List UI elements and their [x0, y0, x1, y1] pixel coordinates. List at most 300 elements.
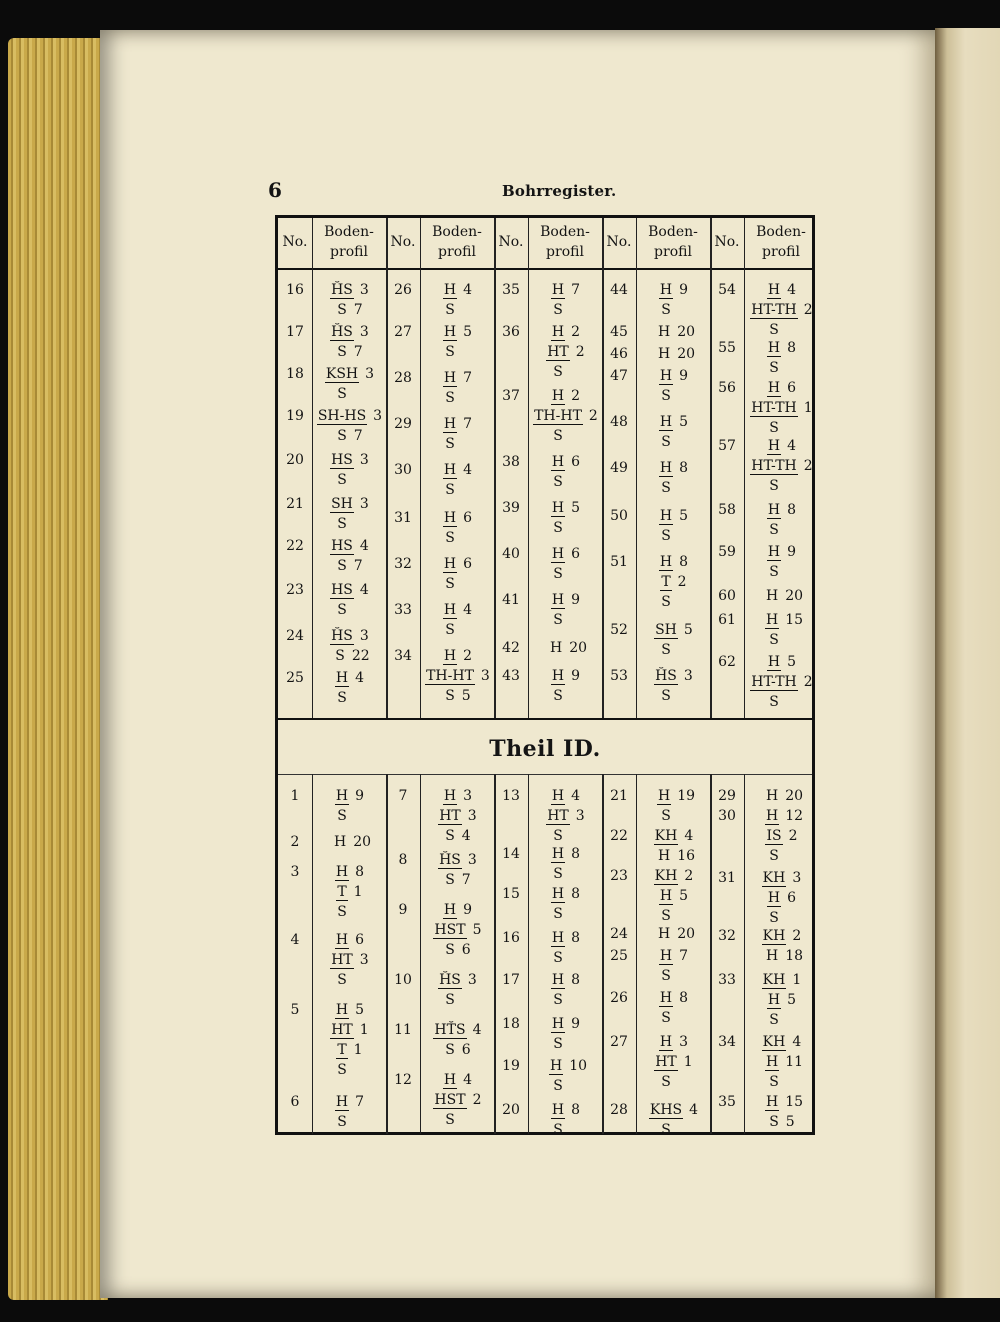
profile-layer [746, 970, 822, 990]
soil-code: S [553, 992, 563, 1008]
top-entry-number: 33 [394, 602, 412, 618]
profile-layer [314, 536, 390, 556]
top-entry-number: 17 [286, 324, 304, 340]
top-entry-number: 57 [718, 438, 736, 454]
soil-code: H [443, 282, 457, 298]
profile-layer [530, 564, 606, 584]
profile-layer [746, 908, 822, 928]
number-column-separator [744, 774, 745, 1134]
soil-code: H [659, 282, 673, 298]
top-entry-number: 36 [502, 324, 520, 340]
layer-depth: 3 [679, 1034, 689, 1050]
soil-code: S [661, 594, 671, 610]
bottom-soil-profile [530, 928, 606, 968]
profile-layer [746, 436, 822, 456]
top-soil-profile [638, 344, 714, 364]
top-soil-profile [314, 494, 390, 534]
section-top-rule [278, 718, 812, 720]
soil-code: S [445, 436, 455, 452]
soil-code: H̆S [331, 628, 353, 644]
soil-code: S [769, 694, 779, 710]
profile-layer [530, 1100, 606, 1120]
layer-depth: 8 [355, 864, 365, 880]
soil-code: S [337, 1062, 347, 1078]
layer-depth: 6 [787, 380, 797, 396]
profile-layer [638, 786, 714, 806]
profile-layer [422, 1090, 498, 1110]
bottom-soil-profile [314, 832, 390, 852]
layer-depth: 20 [677, 926, 696, 942]
layer-depth: 3 [467, 852, 477, 868]
soil-code: S [553, 302, 563, 318]
soil-code: S [769, 848, 779, 864]
bottom-entry-number: 3 [290, 864, 300, 880]
layer-depth: 8 [679, 554, 689, 570]
soil-code: S [769, 478, 779, 494]
number-column-separator [528, 774, 529, 1134]
profile-layer [638, 946, 714, 966]
soil-code: H [335, 864, 349, 880]
layer-depth: 3 [359, 496, 369, 512]
number-column-separator [312, 774, 313, 1134]
profile-layer [314, 600, 390, 620]
layer-depth: 5 [461, 688, 471, 704]
bottom-entry-number: 15 [502, 886, 520, 902]
layer-depth: 6 [571, 454, 581, 470]
bottom-entry-number: 18 [502, 1016, 520, 1032]
soil-code: IS [766, 828, 782, 844]
bottom-soil-profile [638, 1100, 714, 1140]
soil-code: S [337, 302, 347, 318]
bottom-entry-number: 10 [394, 972, 412, 988]
soil-code: S [445, 302, 455, 318]
layer-depth: 22 [351, 648, 370, 664]
layer-depth: 7 [353, 428, 363, 444]
top-soil-profile [422, 414, 498, 454]
soil-code: HT-TH [751, 302, 797, 318]
profile-layer [638, 344, 714, 364]
profile-layer [530, 342, 606, 362]
soil-code: H [659, 554, 673, 570]
bottom-soil-profile [314, 862, 390, 922]
profile-layer [746, 826, 822, 846]
top-entry-number: 47 [610, 368, 628, 384]
layer-depth: 2 [788, 828, 798, 844]
layer-depth: 5 [679, 888, 689, 904]
soil-code: HS [331, 538, 353, 554]
profile-layer [314, 364, 390, 384]
page-number: 6 [268, 178, 282, 202]
layer-depth: 2 [575, 344, 585, 360]
layer-depth: 9 [571, 592, 581, 608]
top-entry-number: 38 [502, 454, 520, 470]
bottom-entry-number: 33 [718, 972, 736, 988]
soil-code: KH [654, 868, 678, 884]
bottom-entry-number: 16 [502, 930, 520, 946]
profile-layer [422, 388, 498, 408]
top-soil-profile [638, 322, 714, 342]
soil-code: H [549, 1058, 563, 1074]
layer-depth: 5 [679, 414, 689, 430]
profile-layer [422, 600, 498, 620]
top-soil-profile [530, 544, 606, 584]
profile-layer [314, 950, 390, 970]
layer-depth: 9 [355, 788, 365, 804]
top-entry-number: 30 [394, 462, 412, 478]
soil-code: KH [654, 828, 678, 844]
soil-code: S [445, 482, 455, 498]
profile-layer [638, 886, 714, 906]
soil-code: TH-HT [534, 408, 582, 424]
profile-layer [314, 862, 390, 882]
layer-depth: 9 [787, 544, 797, 560]
layer-depth: 2 [588, 408, 598, 424]
layer-depth: 3 [359, 324, 369, 340]
top-soil-profile [314, 580, 390, 620]
layer-depth: 18 [785, 948, 804, 964]
layer-depth: 1 [353, 1042, 363, 1058]
top-entry-number: 34 [394, 648, 412, 664]
layer-depth: 15 [785, 612, 804, 628]
profile-layer [314, 494, 390, 514]
top-soil-profile [422, 554, 498, 594]
profile-layer [746, 542, 822, 562]
soil-code: H [335, 788, 349, 804]
soil-code: S [337, 1114, 347, 1130]
layer-depth: 7 [679, 948, 689, 964]
layer-depth: 4 [355, 670, 365, 686]
soil-code: H [335, 670, 349, 686]
bottom-soil-profile [530, 1100, 606, 1140]
bottom-soil-profile [638, 786, 714, 826]
soil-code: KH [762, 870, 786, 886]
soil-code: H [659, 948, 673, 964]
bottom-entry-number: 12 [394, 1072, 412, 1088]
soil-code: H̆S [439, 972, 461, 988]
top-entry-number: 61 [718, 612, 736, 628]
soil-code: S [553, 566, 563, 582]
profile-layer [422, 300, 498, 320]
layer-depth: 7 [355, 1094, 365, 1110]
soil-code: H [659, 414, 673, 430]
profile-layer [746, 500, 822, 520]
layer-depth: 5 [679, 508, 689, 524]
profile-layer [530, 1056, 606, 1076]
bottom-entry-number: 22 [610, 828, 628, 844]
layer-depth: 6 [463, 556, 473, 572]
profile-layer [314, 668, 390, 688]
profile-layer [530, 362, 606, 382]
soil-code: HST [434, 922, 466, 938]
profile-layer [638, 366, 714, 386]
profile-layer [638, 966, 714, 986]
profile-layer [530, 300, 606, 320]
layer-depth: 2 [803, 458, 813, 474]
soil-code: KHS [649, 1102, 683, 1118]
soil-code: H [443, 1072, 457, 1088]
bottom-entry-number: 32 [718, 928, 736, 944]
soil-code: S [337, 344, 347, 360]
profile-layer [314, 688, 390, 708]
profile-layer [530, 864, 606, 884]
layer-depth: 20 [569, 640, 588, 656]
profile-layer [746, 630, 822, 650]
profile-layer [422, 666, 498, 686]
header-rule [278, 268, 812, 270]
profile-layer [530, 928, 606, 948]
soil-code: H [549, 640, 563, 656]
soil-code: S [445, 828, 455, 844]
profile-layer [314, 322, 390, 342]
layer-depth: 6 [461, 1042, 471, 1058]
profile-layer [422, 990, 498, 1010]
profile-layer [530, 1120, 606, 1140]
top-entry-number: 26 [394, 282, 412, 298]
layer-depth: 8 [571, 1102, 581, 1118]
top-soil-profile [530, 666, 606, 706]
profile-layer [314, 1060, 390, 1080]
soil-code: S [769, 1074, 779, 1090]
soil-code: S [661, 388, 671, 404]
number-column-separator [528, 218, 529, 718]
layer-depth: 3 [683, 668, 693, 684]
profile-layer [422, 1110, 498, 1130]
bottom-soil-profile [746, 1032, 822, 1092]
bottom-soil-profile [422, 850, 498, 890]
soil-code: S [553, 612, 563, 628]
bottom-soil-profile [746, 786, 822, 806]
profile-layer [746, 418, 822, 438]
top-entry-number: 23 [286, 582, 304, 598]
bottom-entry-number: 6 [290, 1094, 300, 1110]
book-page-edges [8, 38, 108, 1300]
soil-code: S [337, 808, 347, 824]
header-no: No. [282, 234, 308, 250]
profile-layer [638, 458, 714, 478]
layer-depth: 6 [787, 890, 797, 906]
layer-depth: 3 [467, 808, 477, 824]
bohrregister-table [275, 215, 815, 1138]
soil-code: KH [762, 1034, 786, 1050]
layer-depth: 8 [571, 886, 581, 902]
layer-depth: 20 [677, 346, 696, 362]
soil-code: H [657, 788, 671, 804]
top-entry-number: 21 [286, 496, 304, 512]
top-soil-profile [422, 646, 498, 706]
soil-code: H [767, 890, 781, 906]
layer-depth: 4 [359, 582, 369, 598]
section-title: Theil ID. [489, 736, 601, 762]
top-entry-number: 48 [610, 414, 628, 430]
layer-depth: 5 [463, 324, 473, 340]
soil-code: S [445, 942, 455, 958]
bottom-entry-number: 8 [398, 852, 408, 868]
soil-code: H [767, 438, 781, 454]
layer-depth: 2 [463, 648, 473, 664]
profile-layer [314, 882, 390, 902]
bottom-entry-number: 35 [718, 1094, 736, 1110]
profile-layer [314, 514, 390, 534]
layer-depth: 5 [787, 654, 797, 670]
soil-code: HT̆S [434, 1022, 466, 1038]
top-entry-number: 24 [286, 628, 304, 644]
profile-layer [530, 990, 606, 1010]
header-bodenprofil: Boden- profil [432, 224, 482, 260]
layer-depth: 3 [480, 668, 490, 684]
soil-code: H [659, 888, 673, 904]
top-entry-number: 55 [718, 340, 736, 356]
layer-depth: 20 [677, 324, 696, 340]
soil-code: S [337, 904, 347, 920]
soil-code: S [335, 648, 345, 664]
profile-layer [530, 452, 606, 472]
top-soil-profile [314, 536, 390, 576]
top-entry-number: 18 [286, 366, 304, 382]
soil-code: H [443, 556, 457, 572]
top-entry-number: 25 [286, 670, 304, 686]
soil-code: KH [762, 972, 786, 988]
bottom-entry-number: 20 [502, 1102, 520, 1118]
layer-depth: 7 [463, 416, 473, 432]
profile-layer [530, 590, 606, 610]
profile-layer [422, 786, 498, 806]
layer-depth: 4 [684, 828, 694, 844]
header-bodenprofil: Boden- profil [756, 224, 806, 260]
profile-layer [746, 672, 822, 692]
bottom-soil-profile [422, 970, 498, 1010]
bottom-soil-profile [530, 786, 606, 846]
profile-layer [638, 806, 714, 826]
top-soil-profile [746, 586, 822, 606]
layer-depth: 12 [785, 808, 804, 824]
soil-code: S [445, 1042, 455, 1058]
profile-layer [638, 280, 714, 300]
soil-code: S [769, 322, 779, 338]
profile-layer [638, 826, 714, 846]
top-entry-number: 62 [718, 654, 736, 670]
soil-code: HS [331, 452, 353, 468]
top-soil-profile [530, 280, 606, 320]
profile-layer [638, 1052, 714, 1072]
profile-layer [530, 426, 606, 446]
layer-depth: 7 [353, 558, 363, 574]
soil-code: S [769, 522, 779, 538]
bottom-entry-number: 34 [718, 1034, 736, 1050]
layer-depth: 4 [689, 1102, 699, 1118]
bottom-soil-profile [530, 884, 606, 924]
top-soil-profile [746, 436, 822, 496]
layer-depth: 4 [463, 602, 473, 618]
soil-code: S [769, 632, 779, 648]
layer-depth: 9 [679, 282, 689, 298]
top-entry-number: 53 [610, 668, 628, 684]
top-soil-profile [746, 338, 822, 378]
profile-layer [530, 638, 606, 658]
soil-code: S [445, 530, 455, 546]
layer-depth: 2 [803, 302, 813, 318]
profile-layer [530, 498, 606, 518]
soil-code: T [337, 1042, 347, 1058]
layer-depth: 3 [359, 628, 369, 644]
layer-depth: 6 [461, 942, 471, 958]
top-soil-profile [746, 500, 822, 540]
profile-layer [314, 970, 390, 990]
soil-code: H [657, 346, 671, 362]
top-entry-number: 50 [610, 508, 628, 524]
bottom-entry-number: 2 [290, 834, 300, 850]
top-soil-profile [422, 368, 498, 408]
top-entry-number: 45 [610, 324, 628, 340]
profile-layer [314, 280, 390, 300]
soil-code: H̆S [331, 324, 353, 340]
top-entry-number: 46 [610, 346, 628, 362]
soil-code: H [659, 368, 673, 384]
top-soil-profile [746, 652, 822, 712]
soil-code: H [551, 788, 565, 804]
layer-depth: 1 [792, 972, 802, 988]
soil-code: H [551, 454, 565, 470]
bottom-soil-profile [638, 946, 714, 986]
soil-code: S [769, 420, 779, 436]
bottom-soil-profile [422, 786, 498, 846]
bottom-entry-number: 14 [502, 846, 520, 862]
layer-depth: 4 [463, 282, 473, 298]
profile-layer [314, 902, 390, 922]
profile-layer [746, 280, 822, 300]
bottom-soil-profile [314, 786, 390, 826]
bottom-entry-number: 27 [610, 1034, 628, 1050]
profile-layer [638, 552, 714, 572]
layer-depth: 3 [365, 366, 375, 382]
layer-depth: 6 [355, 932, 365, 948]
profile-layer [530, 1034, 606, 1054]
layer-depth: 3 [792, 870, 802, 886]
profile-layer [638, 846, 714, 866]
profile-layer [638, 666, 714, 686]
soil-code: S [661, 302, 671, 318]
soil-code: H [767, 654, 781, 670]
profile-layer [314, 580, 390, 600]
profile-layer [638, 686, 714, 706]
soil-code: S [337, 602, 347, 618]
top-soil-profile [530, 452, 606, 492]
soil-code: S [337, 386, 347, 402]
profile-layer [746, 320, 822, 340]
profile-layer [422, 920, 498, 940]
profile-layer [746, 888, 822, 908]
profile-layer [422, 806, 498, 826]
layer-depth: 2 [803, 674, 813, 690]
profile-layer [530, 1014, 606, 1034]
soil-code: H [659, 508, 673, 524]
bottom-soil-profile [746, 868, 822, 928]
layer-depth: 11 [785, 1054, 804, 1070]
soil-code: H̆S [331, 282, 353, 298]
profile-layer [314, 786, 390, 806]
soil-code: S [661, 808, 671, 824]
bottom-soil-profile [314, 1092, 390, 1132]
layer-depth: 5 [355, 1002, 365, 1018]
soil-code: S [337, 472, 347, 488]
profile-layer [746, 652, 822, 672]
soil-code: H [551, 886, 565, 902]
bottom-entry-number: 31 [718, 870, 736, 886]
soil-code: S [337, 516, 347, 532]
soil-code: H [551, 388, 565, 404]
profile-layer [422, 1040, 498, 1060]
layer-depth: 4 [463, 462, 473, 478]
top-entry-number: 28 [394, 370, 412, 386]
